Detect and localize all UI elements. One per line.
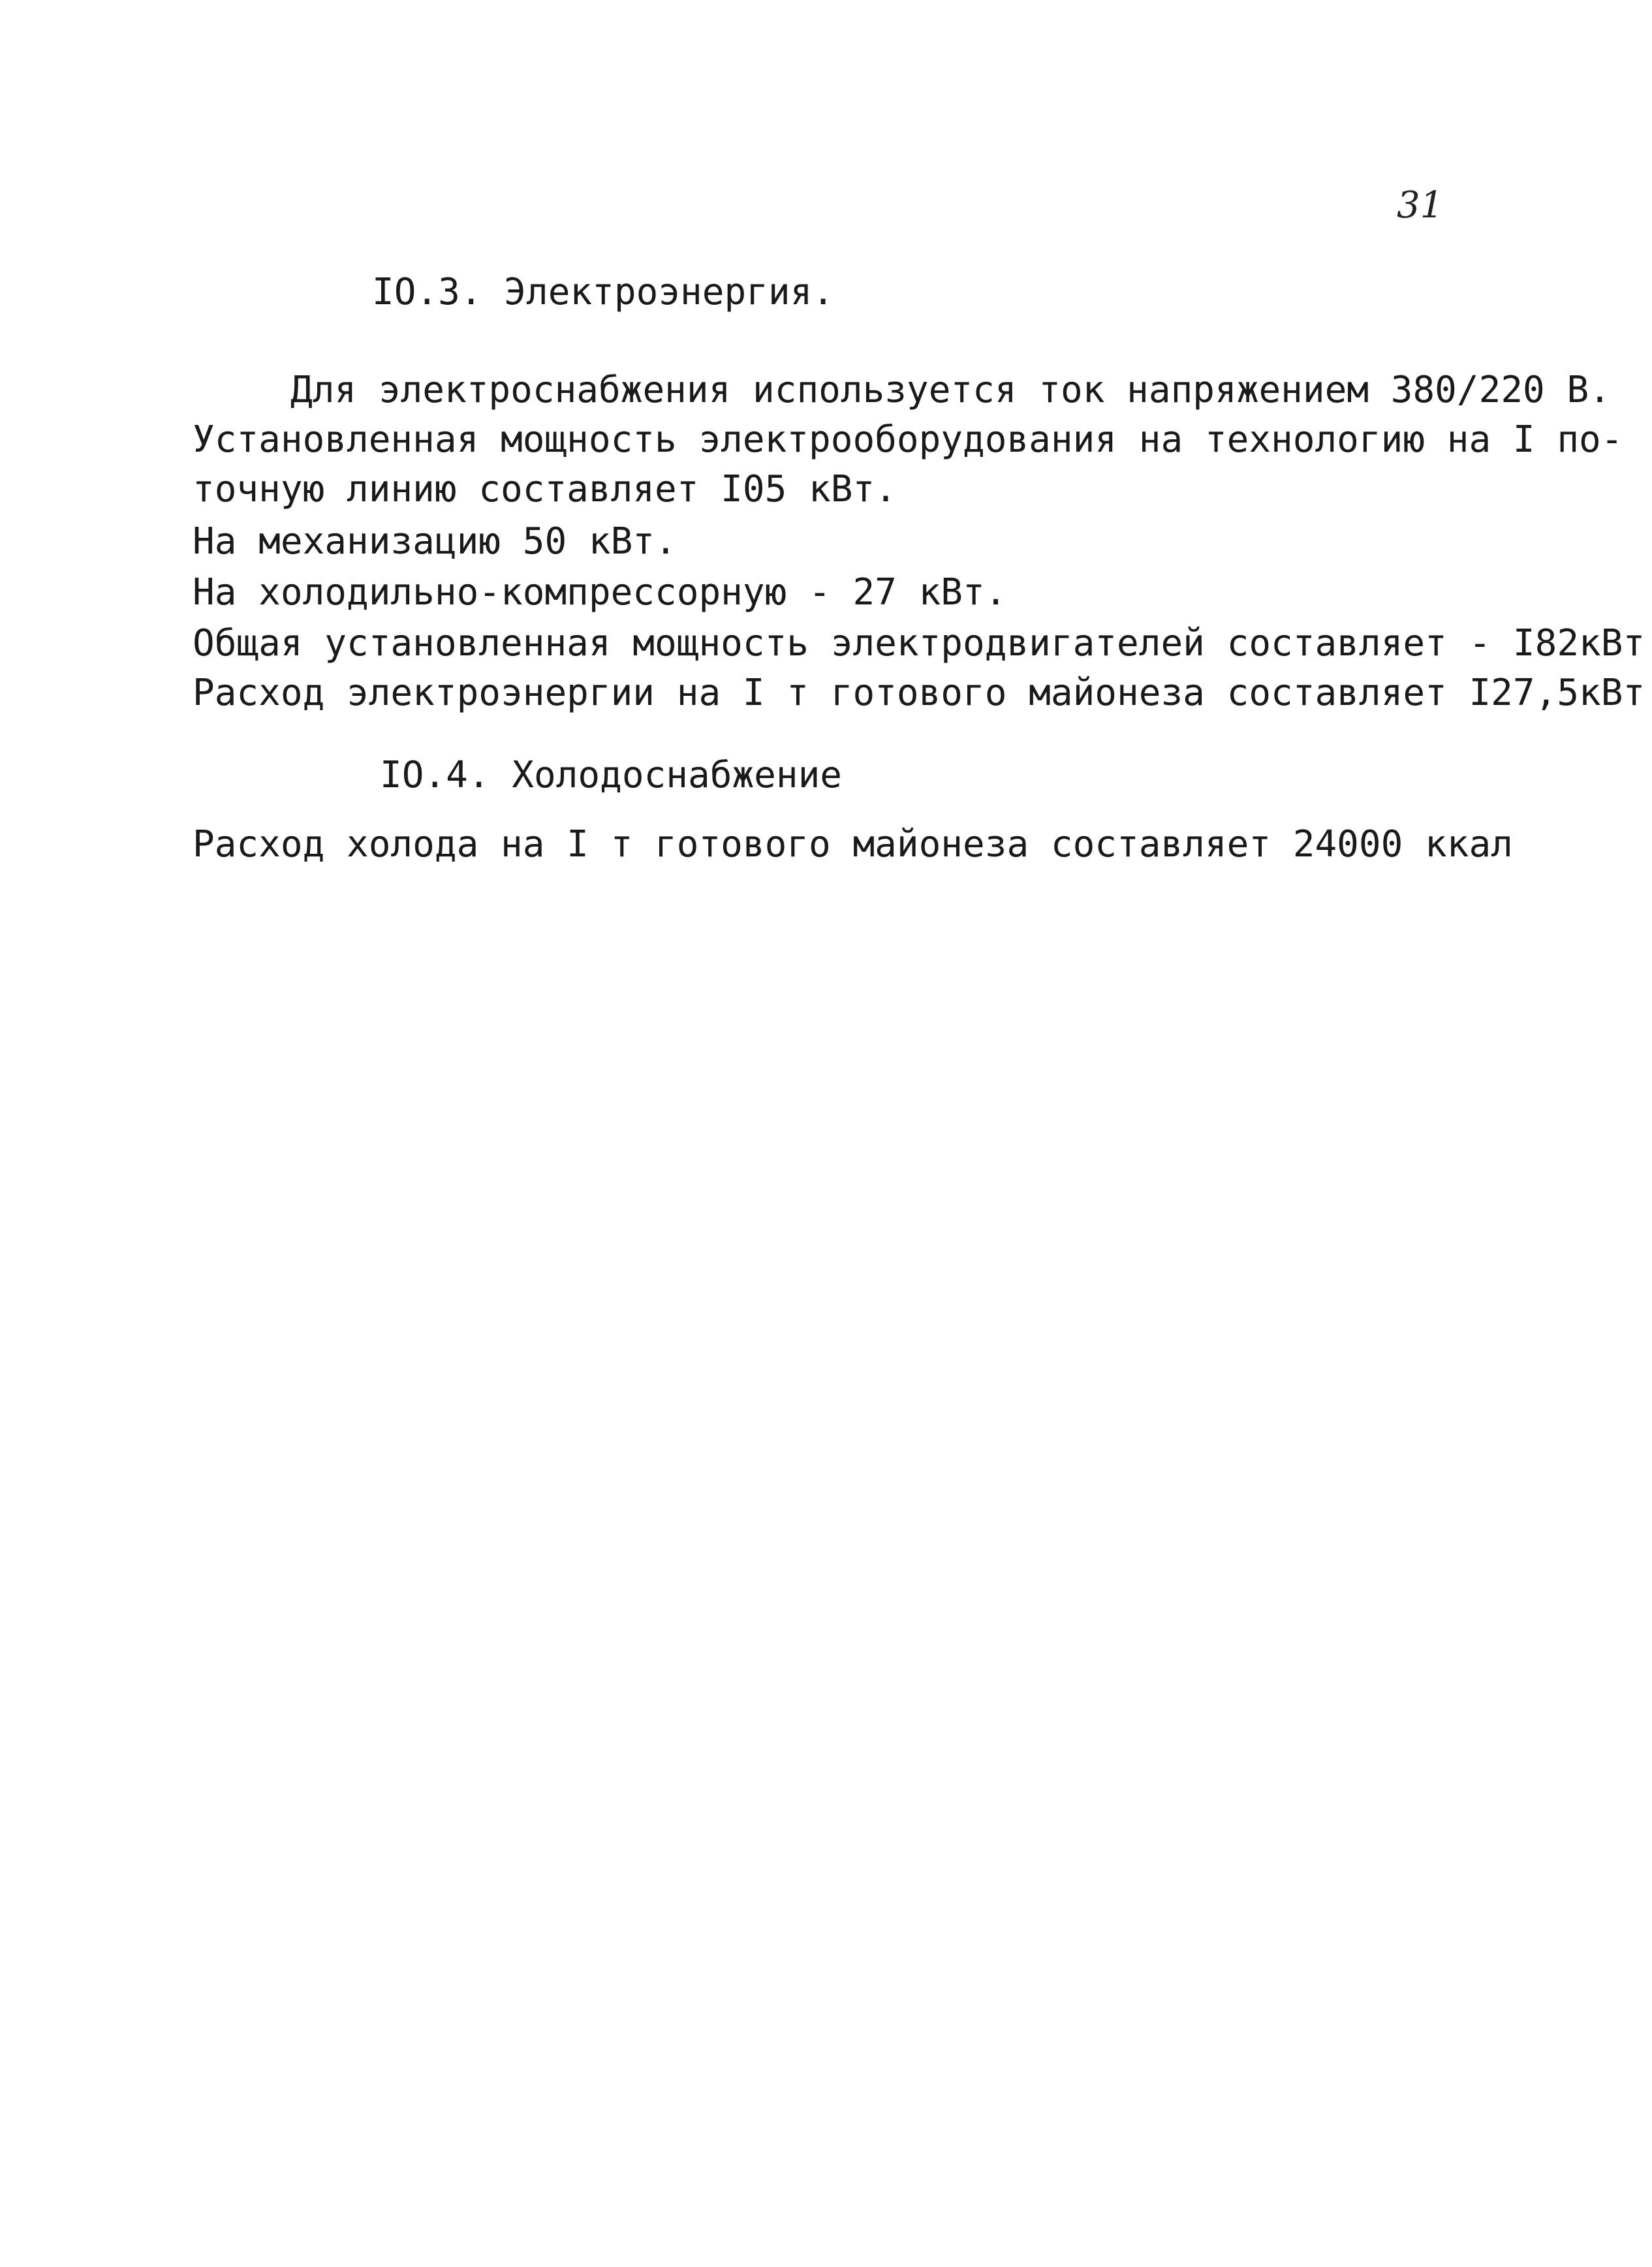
paragraph-line: точную линию составляет I05 кВт. [193, 468, 897, 510]
paragraph-line: Общая установленная мощность электродвигателей составляет - I82кВт [193, 622, 1645, 664]
paragraph-line: На механизацию 50 кВт. [193, 520, 677, 563]
section-heading-10-4: IO.4. Холодоснабжение [380, 754, 843, 796]
paragraph-line: Для электроснабжения используется ток напряжением 380/220 В. [290, 369, 1611, 411]
paragraph-line: Расход электроэнергии на I т готового майонеза составляет I27,5кВт [193, 672, 1645, 714]
paragraph-line: На холодильно-компрессорную - 27 кВт. [193, 571, 1007, 614]
paragraph-line: Расход холода на I т готового майонеза составляет 24000 ккал [193, 823, 1513, 866]
section-heading-10-3: IO.3. Электроэнергия. [372, 271, 835, 313]
paragraph-line: Установленная мощность электрооборудования на технологию на I по- [193, 418, 1623, 461]
page-number: 31 [1397, 184, 1444, 227]
